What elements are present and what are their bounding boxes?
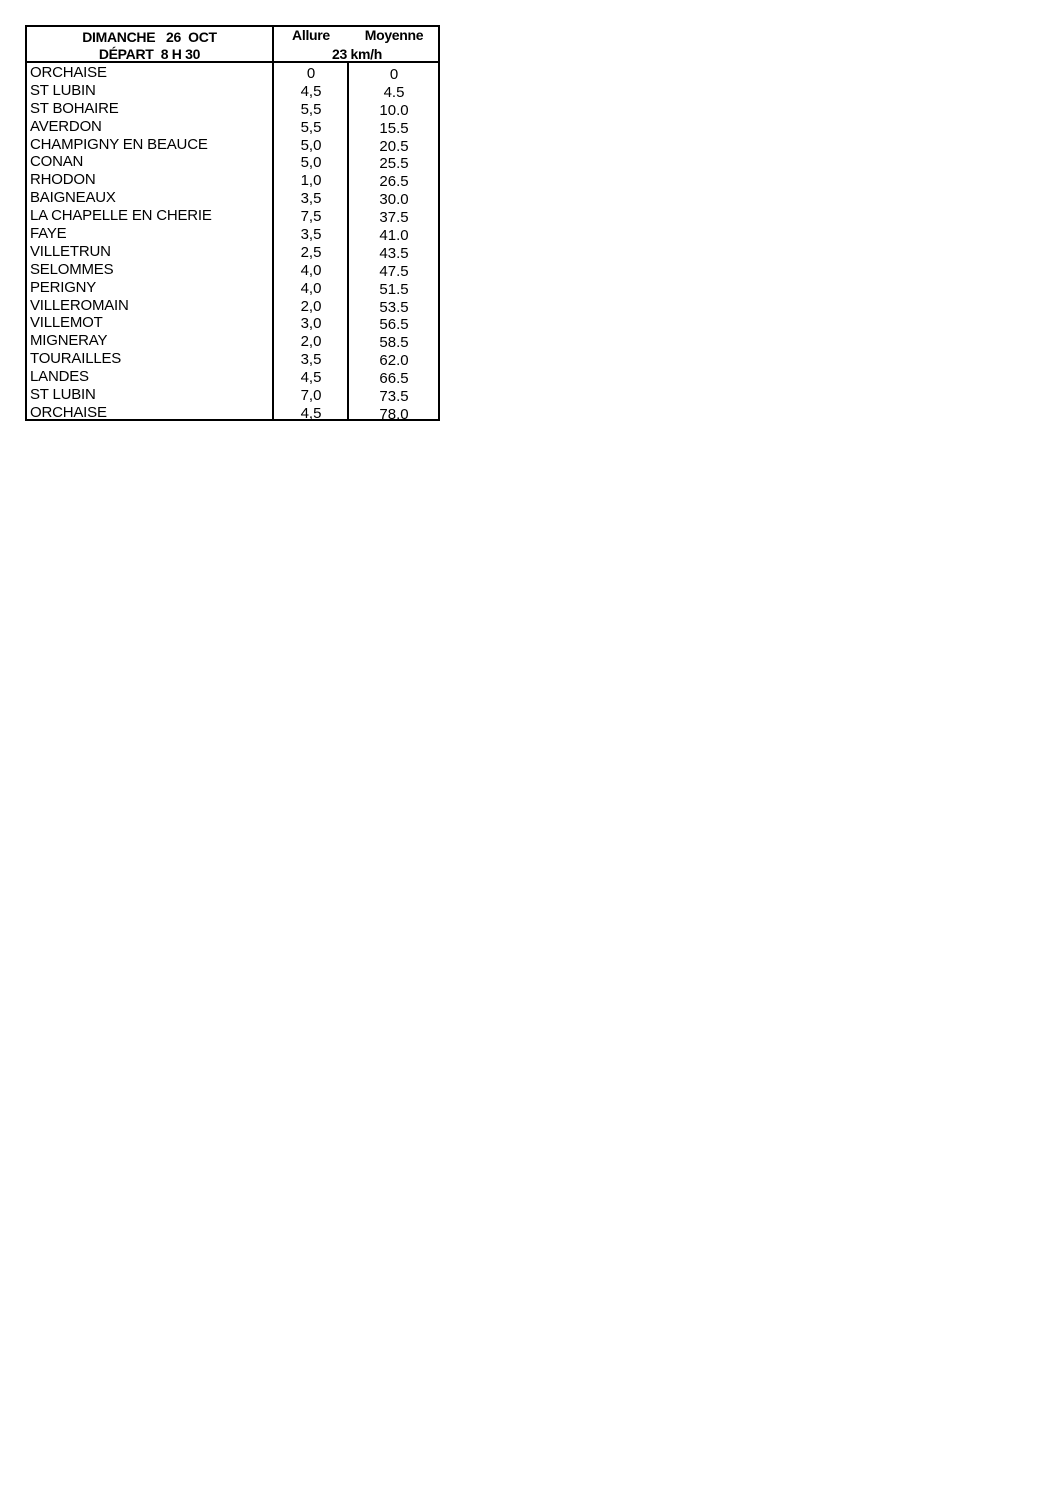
event-date: DIMANCHE 26 OCT	[82, 29, 217, 45]
allure-value: 2,5	[300, 243, 322, 261]
table-row	[27, 207, 438, 225]
place-name: ST LUBIN	[30, 81, 96, 99]
cumulative-distance: 10.0	[379, 101, 409, 119]
cumulative-distance: 0	[389, 66, 399, 83]
allure-value: 5,0	[300, 154, 322, 172]
allure-value: 5,5	[300, 100, 322, 118]
table-row	[27, 82, 438, 100]
allure-value: 2,0	[300, 333, 322, 351]
table-row	[27, 261, 438, 279]
allure-value: 3,0	[300, 315, 322, 333]
table-row	[27, 136, 438, 154]
cumulative-distance: 47.5	[379, 262, 409, 280]
allure-column-header: Allure	[292, 27, 330, 43]
departure-time: DÉPART 8 H 30	[98, 46, 201, 62]
table-row	[27, 314, 438, 332]
cumulative-distance: 66.5	[379, 370, 409, 388]
route-table	[25, 25, 440, 421]
place-name: PERIGNY	[30, 278, 97, 296]
place-name: RHODON	[30, 171, 96, 189]
average-speed: 23 km/h	[331, 46, 383, 62]
table-row	[27, 118, 438, 136]
allure-value: 3,5	[300, 226, 322, 244]
table-row	[27, 350, 438, 368]
table-row	[27, 171, 438, 189]
table-row	[27, 332, 438, 350]
place-name: VILLEROMAIN	[30, 296, 129, 314]
place-name: FAYE	[30, 225, 67, 243]
place-name: ORCHAISE	[30, 64, 107, 81]
allure-value: 5,5	[300, 118, 322, 136]
moyenne-column-header: Moyenne	[364, 27, 424, 43]
place-name: CHAMPIGNY EN BEAUCE	[30, 135, 208, 153]
place-name: TOURAILLES	[30, 350, 122, 368]
allure-value: 4,0	[300, 261, 322, 279]
place-name: ST BOHAIRE	[30, 99, 119, 117]
route-rows	[27, 64, 438, 422]
place-name: LA CHAPELLE EN CHERIE	[30, 207, 212, 225]
cumulative-distance: 30.0	[379, 191, 409, 209]
allure-value: 5,0	[300, 136, 322, 154]
table-row	[27, 225, 438, 243]
allure-value: 2,0	[300, 297, 322, 315]
allure-value: 3,5	[300, 190, 322, 208]
table-row	[27, 64, 438, 82]
table-row	[27, 153, 438, 171]
place-name: ORCHAISE	[30, 403, 107, 421]
cumulative-distance: 26.5	[379, 173, 409, 191]
table-row	[27, 386, 438, 404]
cumulative-distance: 51.5	[379, 280, 409, 298]
allure-value: 7,5	[300, 208, 322, 226]
cumulative-distance: 73.5	[379, 388, 409, 406]
place-name: VILLETRUN	[30, 242, 111, 260]
allure-value: 4,5	[300, 369, 322, 387]
cumulative-distance: 25.5	[379, 155, 409, 173]
place-name: VILLEMOT	[30, 314, 103, 332]
allure-value: 4,5	[300, 404, 322, 422]
cumulative-distance: 4.5	[383, 83, 405, 101]
place-name: SELOMMES	[30, 260, 114, 278]
table-row	[27, 100, 438, 118]
allure-value: 4,0	[300, 279, 322, 297]
table-row	[27, 368, 438, 386]
cumulative-distance: 58.5	[379, 334, 409, 352]
cumulative-distance: 15.5	[379, 119, 409, 137]
table-row	[27, 404, 438, 422]
cumulative-distance: 62.0	[379, 352, 409, 370]
table-row	[27, 189, 438, 207]
allure-value: 1,0	[300, 172, 322, 190]
place-name: CONAN	[30, 153, 84, 171]
place-name: MIGNERAY	[30, 332, 108, 350]
table-row	[27, 279, 438, 297]
cumulative-distance: 56.5	[379, 316, 409, 334]
place-name: BAIGNEAUX	[30, 189, 116, 207]
cumulative-distance: 41.0	[379, 227, 409, 245]
cumulative-distance: 20.5	[379, 137, 409, 155]
cumulative-distance: 43.5	[379, 244, 409, 262]
allure-value: 4,5	[300, 82, 322, 100]
allure-value: 3,5	[300, 351, 322, 369]
allure-value: 0	[306, 65, 316, 82]
place-name: LANDES	[30, 368, 89, 386]
table-row	[27, 297, 438, 315]
place-name: ST LUBIN	[30, 386, 96, 404]
table-row	[27, 243, 438, 261]
cumulative-distance: 37.5	[379, 209, 409, 227]
cumulative-distance: 53.5	[379, 298, 409, 316]
place-name: AVERDON	[30, 117, 102, 135]
allure-value: 7,0	[300, 387, 322, 405]
cumulative-distance: 78.0	[379, 405, 409, 423]
